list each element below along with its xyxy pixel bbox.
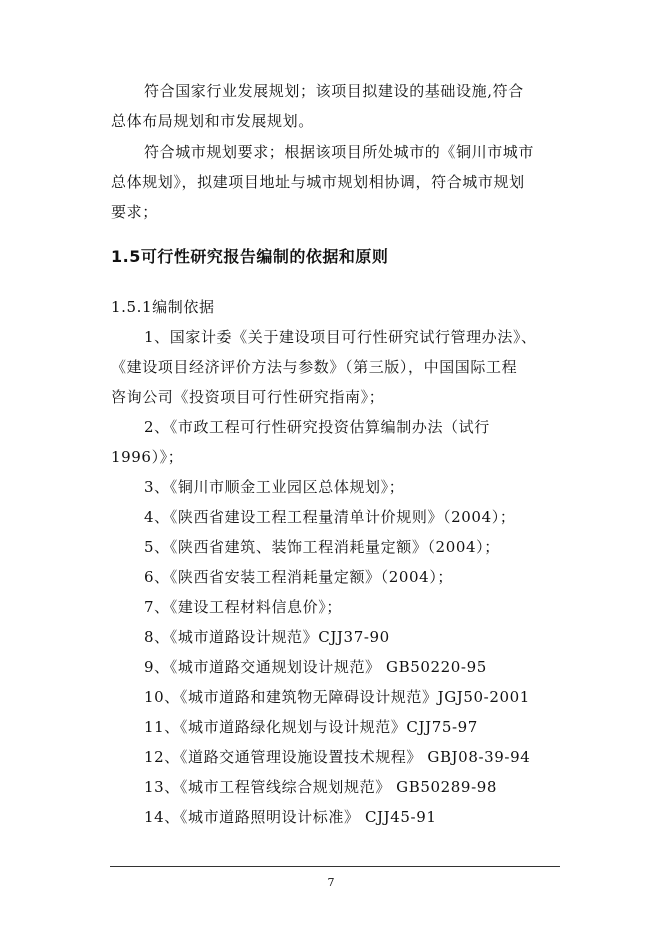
basis-item: 8、《城市道路设计规范》CJJ37-90 bbox=[144, 628, 390, 646]
basis-item: 6、《陕西省安装工程消耗量定额》（2004）； bbox=[144, 568, 454, 586]
basis-item: 《建设项目经济评价方法与参数》（第三版），中国国际工程 bbox=[111, 358, 518, 376]
basis-item: 3、《铜川市顺金工业园区总体规划》； bbox=[144, 478, 405, 496]
paragraph-line: 总体规划》，拟建项目地址与城市规划相协调，符合城市规划 bbox=[111, 173, 525, 191]
basis-item: 1、国家计委《关于建设项目可行性研究试行管理办法》、 bbox=[144, 328, 537, 346]
paragraph-line: 符合国家行业发展规划；该项目拟建设的基础设施,符合 bbox=[144, 82, 524, 100]
footer-divider bbox=[110, 866, 560, 867]
paragraph-line: 总体布局规划和市发展规划。 bbox=[111, 112, 314, 130]
paragraph-line: 要求； bbox=[111, 203, 158, 221]
basis-item: 7、《建设工程材料信息价》； bbox=[144, 598, 342, 616]
section-heading: 1.5可行性研究报告编制的依据和原则 bbox=[111, 247, 389, 266]
basis-item: 4、《陕西省建设工程工程量清单计价规则》（2004）； bbox=[144, 508, 516, 526]
basis-item: 2、《市政工程可行性研究投资估算编制办法（试行 bbox=[144, 418, 490, 436]
basis-item: 12、《道路交通管理设施设置技术规程》 GBJ08-39-94 bbox=[144, 748, 531, 766]
basis-item: 9、《城市道路交通规划设计规范》 GB50220-95 bbox=[144, 658, 487, 676]
basis-item: 1996）》； bbox=[111, 448, 184, 466]
basis-item: 13、《城市工程管线综合规划规范》 GB50289-98 bbox=[144, 778, 498, 796]
basis-item: 11、《城市道路绿化规划与设计规范》CJJ75-97 bbox=[144, 718, 478, 736]
subsection-heading: 1.5.1编制依据 bbox=[111, 298, 215, 316]
basis-item: 10、《城市道路和建筑物无障碍设计规范》JGJ50-2001 bbox=[144, 688, 530, 706]
page-number: 7 bbox=[327, 876, 335, 889]
paragraph-line: 符合城市规划要求；根据该项目所处城市的《铜川市城市 bbox=[144, 143, 535, 161]
basis-item: 咨询公司《投资项目可行性研究指南》； bbox=[111, 388, 385, 406]
basis-item: 14、《城市道路照明设计标准》 CJJ45-91 bbox=[144, 808, 437, 826]
basis-item: 5、《陕西省建筑、装饰工程消耗量定额》（2004）； bbox=[144, 538, 500, 556]
